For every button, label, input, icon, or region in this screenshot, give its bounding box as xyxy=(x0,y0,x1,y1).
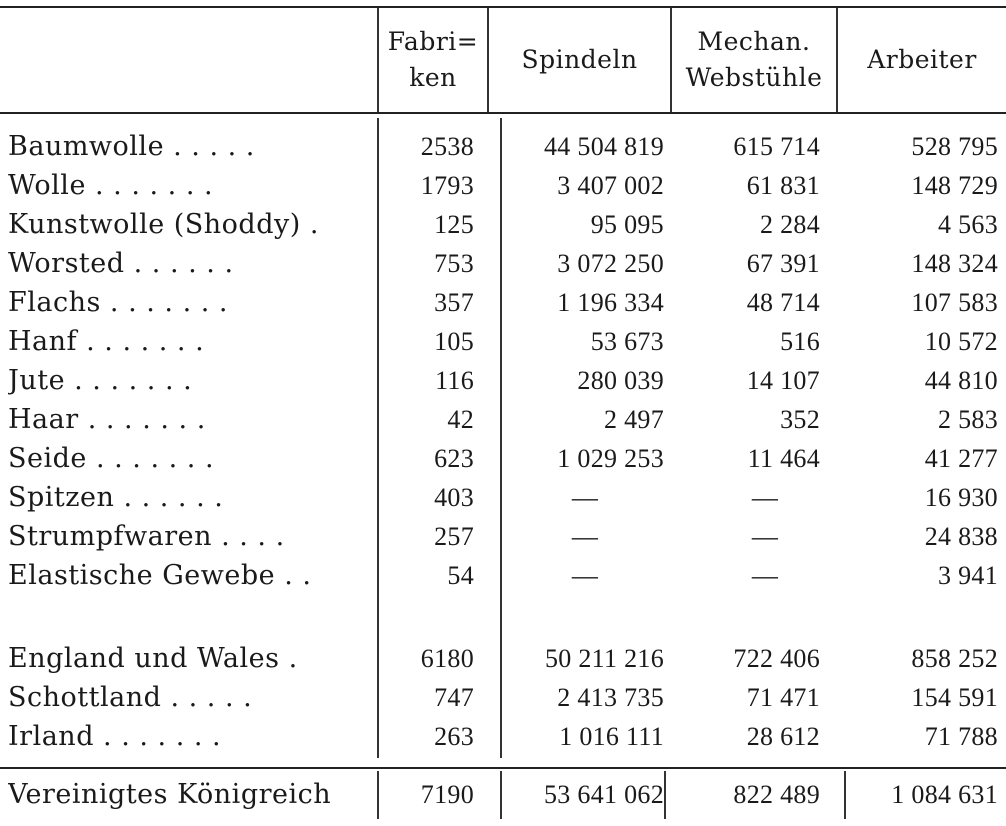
header-spindeln-line1: Spindeln xyxy=(521,45,638,74)
row-label: Elastische Gewebe . . xyxy=(8,560,312,591)
header-fabriken-line2: ken xyxy=(409,63,457,92)
row-label: Seide . . . . . . . xyxy=(8,443,215,474)
row-label: England und Wales . xyxy=(8,643,298,674)
cell-arbeiter: 154 591 xyxy=(911,683,998,712)
table-row xyxy=(0,128,1006,165)
cell-webstuehle: 11 464 xyxy=(747,444,820,473)
row-label: Hanf . . . . . . . xyxy=(8,326,205,357)
cell-webstuehle: — xyxy=(751,483,779,512)
total-arbeiter: 1 084 631 xyxy=(891,780,998,809)
cell-arbeiter: 16 930 xyxy=(924,483,998,512)
table-row xyxy=(0,245,1006,282)
row-label: Irland . . . . . . . xyxy=(8,721,222,752)
cell-spindeln: 3 072 250 xyxy=(557,249,664,278)
cell-arbeiter: 24 838 xyxy=(924,522,998,551)
cell-arbeiter: 44 810 xyxy=(924,366,998,395)
row-label: Flachs . . . . . . . xyxy=(8,287,228,318)
header-webstuehle xyxy=(672,10,836,110)
total-webstuehle: 822 489 xyxy=(733,780,820,809)
cell-spindeln: 95 095 xyxy=(590,210,664,239)
header-fabriken-line1: Fabri= xyxy=(387,27,479,56)
cell-spindeln: — xyxy=(571,561,599,590)
row-label: Worsted . . . . . . xyxy=(8,248,234,279)
header-fabriken xyxy=(379,10,487,110)
cell-fabriken: 6180 xyxy=(420,644,474,673)
cell-spindeln: — xyxy=(571,483,599,512)
cell-webstuehle: 2 284 xyxy=(760,210,820,239)
cell-fabriken: 1793 xyxy=(420,171,474,200)
cell-fabriken: 623 xyxy=(434,444,474,473)
cell-arbeiter: 41 277 xyxy=(924,444,998,473)
cell-spindeln: 2 413 735 xyxy=(557,683,664,712)
cell-fabriken: 42 xyxy=(447,405,474,434)
cell-webstuehle: 615 714 xyxy=(733,132,820,161)
table-row xyxy=(0,401,1006,438)
cell-webstuehle: — xyxy=(751,522,779,551)
cell-webstuehle: — xyxy=(751,561,779,590)
cell-webstuehle: 28 612 xyxy=(746,722,820,751)
cell-arbeiter: 4 563 xyxy=(938,210,998,239)
cell-fabriken: 116 xyxy=(435,366,474,395)
cell-fabriken: 263 xyxy=(434,722,474,751)
header-arbeiter-line1: Arbeiter xyxy=(867,45,977,74)
cell-spindeln: 1 016 111 xyxy=(559,722,664,751)
table-row xyxy=(0,323,1006,360)
row-label: Baumwolle . . . . . xyxy=(8,131,255,162)
cell-spindeln: 50 211 216 xyxy=(544,644,664,673)
total-label: Vereinigtes Königreich xyxy=(8,779,332,810)
cell-arbeiter: 858 252 xyxy=(911,644,998,673)
cell-arbeiter: 148 729 xyxy=(911,171,998,200)
cell-fabriken: 357 xyxy=(434,288,474,317)
table-row xyxy=(0,679,1006,716)
cell-spindeln: — xyxy=(571,522,599,551)
cell-webstuehle: 14 107 xyxy=(746,366,820,395)
table-row xyxy=(0,206,1006,243)
table-top-rule xyxy=(0,6,1006,8)
cell-spindeln: 1 029 253 xyxy=(557,444,664,473)
cell-spindeln: 280 039 xyxy=(577,366,664,395)
table-row xyxy=(0,557,1006,594)
cell-webstuehle: 516 xyxy=(780,327,820,356)
row-label: Wolle . . . . . . . xyxy=(8,170,214,201)
cell-fabriken: 2538 xyxy=(420,132,474,161)
cell-arbeiter: 148 324 xyxy=(911,249,998,278)
cell-arbeiter: 3 941 xyxy=(938,561,998,590)
header-spindeln xyxy=(489,10,670,110)
row-label: Jute . . . . . . . xyxy=(8,365,193,396)
cell-arbeiter: 2 583 xyxy=(938,405,998,434)
row-label: Strumpfwaren . . . . xyxy=(8,521,285,552)
cell-arbeiter: 71 788 xyxy=(924,722,998,751)
cell-webstuehle: 71 471 xyxy=(746,683,820,712)
header-rule xyxy=(0,112,1006,114)
cell-webstuehle: 67 391 xyxy=(746,249,820,278)
cell-spindeln: 2 497 xyxy=(604,405,664,434)
cell-fabriken: 403 xyxy=(434,483,474,512)
header-webstuehle-line1: Mechan. xyxy=(697,27,811,56)
cell-spindeln: 53 673 xyxy=(590,327,664,356)
row-label: Spitzen . . . . . . xyxy=(8,482,224,513)
cell-spindeln: 1 196 334 xyxy=(557,288,664,317)
row-label: Haar . . . . . . . xyxy=(8,404,206,435)
cell-webstuehle: 61 831 xyxy=(746,171,820,200)
row-label: Kunstwolle (Shoddy) . xyxy=(8,209,319,240)
total-spindeln: 53 641 062 xyxy=(544,780,664,809)
table-row xyxy=(0,479,1006,516)
cell-fabriken: 105 xyxy=(434,327,474,356)
table-row xyxy=(0,362,1006,399)
cell-fabriken: 747 xyxy=(434,683,474,712)
table-row xyxy=(0,718,1006,755)
cell-spindeln: 3 407 002 xyxy=(557,171,664,200)
cell-webstuehle: 48 714 xyxy=(746,288,820,317)
table-row xyxy=(0,518,1006,555)
table-row xyxy=(0,640,1006,677)
header-webstuehle-line2: Webstühle xyxy=(685,63,823,92)
cell-fabriken: 125 xyxy=(434,210,474,239)
total-rule xyxy=(0,767,1006,769)
cell-webstuehle: 352 xyxy=(780,405,820,434)
total-row xyxy=(0,776,1006,813)
cell-fabriken: 753 xyxy=(434,249,474,278)
cell-fabriken: 54 xyxy=(447,561,474,590)
header-arbeiter xyxy=(838,10,1006,110)
cell-spindeln: 44 504 819 xyxy=(544,132,664,161)
cell-arbeiter: 10 572 xyxy=(924,327,998,356)
table-row xyxy=(0,167,1006,204)
table-row xyxy=(0,440,1006,477)
row-label: Schottland . . . . . xyxy=(8,682,253,713)
cell-arbeiter: 107 583 xyxy=(911,288,998,317)
cell-arbeiter: 528 795 xyxy=(911,132,998,161)
cell-fabriken: 257 xyxy=(434,522,474,551)
cell-webstuehle: 722 406 xyxy=(733,644,820,673)
total-fabriken: 7190 xyxy=(420,780,474,809)
table-row xyxy=(0,284,1006,321)
